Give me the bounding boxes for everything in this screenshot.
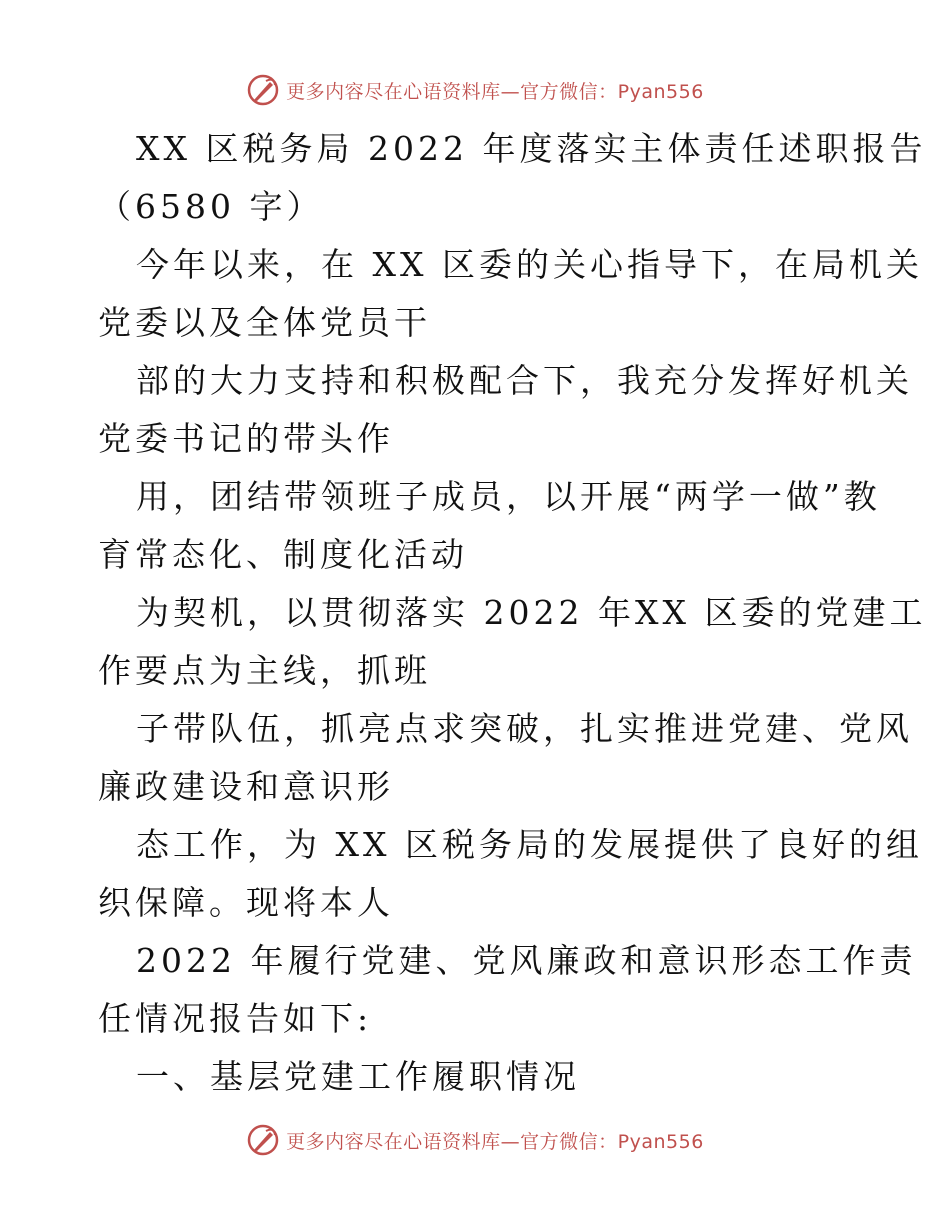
feather-pen-logo-icon <box>246 1123 280 1157</box>
paragraph-line: 部的大力支持和积极配合下，我充分发挥好机关 <box>136 361 913 400</box>
document-body <box>98 120 927 1106</box>
paragraph-line: 2022 年履行党建、党风廉政和意识形态工作责 <box>136 941 917 980</box>
paragraph-line: 任情况报告如下: <box>98 999 373 1038</box>
document-title-line: XX 区税务局 2022 年度落实主体责任述职报告 <box>136 129 927 168</box>
watermark-text: 更多内容尽在心语资料库—官方微信：Pyan556 <box>286 80 704 103</box>
watermark-footer <box>0 1120 950 1160</box>
paragraph-line: 廉政建设和意识形 <box>98 767 394 806</box>
feather-pen-logo-icon <box>246 73 280 107</box>
watermark-text: 更多内容尽在心语资料库—官方微信：Pyan556 <box>286 1130 704 1153</box>
paragraph-line: 用，团结带领班子成员，以开展“两学一做”教 <box>136 477 881 516</box>
paragraph-line: 党委书记的带头作 <box>98 419 394 458</box>
watermark-header <box>0 70 950 110</box>
paragraph-line: 今年以来，在 XX 区委的关心指导下，在局机关 <box>136 245 923 284</box>
paragraph-line: 为契机，以贯彻落实 2022 年XX 区委的党建工 <box>136 593 927 632</box>
document-word-count: （6580 字） <box>98 187 324 226</box>
paragraph-line: 作要点为主线，抓班 <box>98 651 431 690</box>
paragraph-line: 态工作，为 XX 区税务局的发展提供了良好的组 <box>136 825 923 864</box>
paragraph-line: 党委以及全体党员干 <box>98 303 431 342</box>
paragraph-line: 子带队伍，抓亮点求突破，扎实推进党建、党风 <box>136 709 913 748</box>
section-heading: 一、基层党建工作履职情况 <box>136 1057 580 1096</box>
paragraph-line: 育常态化、制度化活动 <box>98 535 468 574</box>
paragraph-line: 织保障。现将本人 <box>98 883 394 922</box>
